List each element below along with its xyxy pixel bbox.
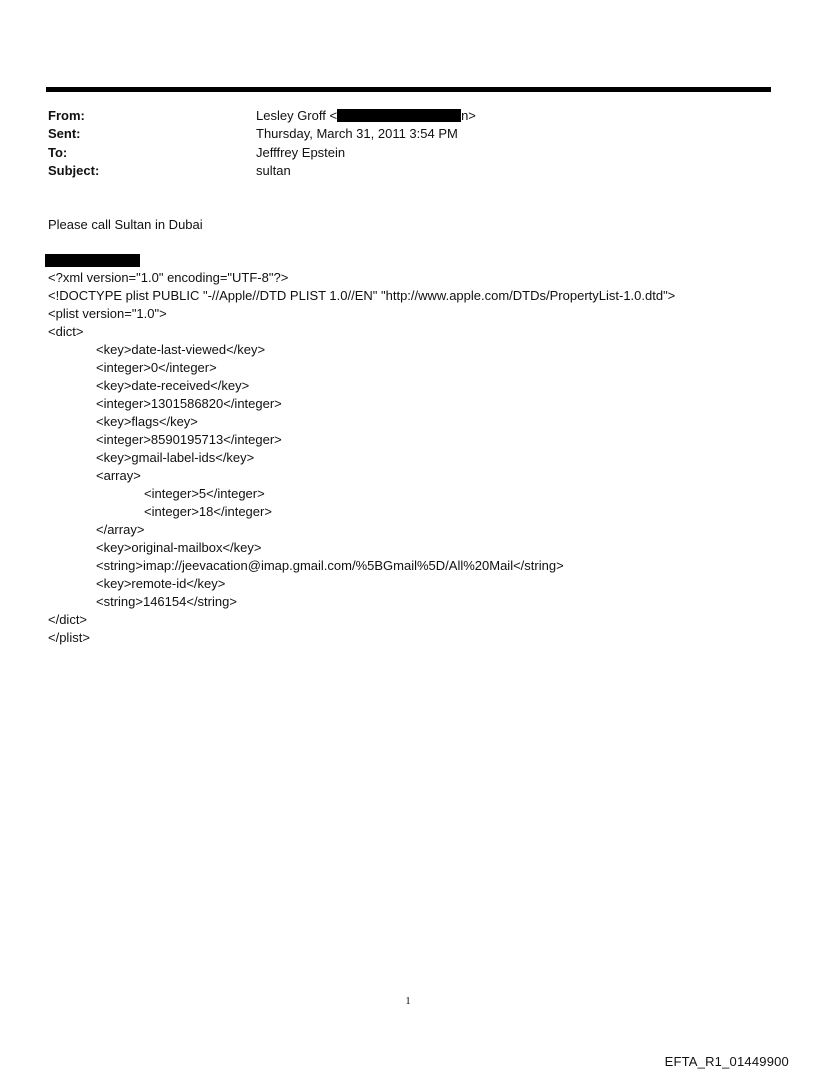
header-divider-rule <box>46 87 771 92</box>
plist-metadata-block <box>48 269 675 647</box>
from-value <box>256 107 476 125</box>
sent-label: Sent: <box>48 126 81 142</box>
plist-line: </dict> <box>48 612 88 627</box>
to-row <box>48 144 476 162</box>
sent-row <box>48 125 476 143</box>
plist-line: <integer>5</integer> <box>144 486 265 501</box>
plist-line: <dict> <box>48 324 84 339</box>
plist-line: <integer>18</integer> <box>144 504 272 519</box>
subject-row <box>48 162 476 180</box>
redaction-box <box>337 109 461 122</box>
plist-line: <key>date-received</key> <box>96 378 250 393</box>
plist-line: <integer>0</integer> <box>96 360 217 375</box>
to-value: Jefffrey Epstein <box>256 144 346 160</box>
to-label: To: <box>48 144 68 160</box>
plist-line: <key>flags</key> <box>96 414 198 429</box>
plist-line: <array> <box>96 468 141 483</box>
page-number: 1 <box>405 995 411 1007</box>
sent-value: Thursday, March 31, 2011 3:54 PM <box>256 126 458 142</box>
from-label: From: <box>48 108 85 123</box>
plist-line: </plist> <box>48 630 90 645</box>
plist-line: <integer>8590195713</integer> <box>96 432 282 447</box>
plist-line: <string>146154</string> <box>96 594 237 609</box>
plist-line: <plist version="1.0"> <box>48 306 167 321</box>
plist-line: <key>original-mailbox</key> <box>96 540 262 555</box>
plist-line: <key>remote-id</key> <box>96 576 226 591</box>
plist-line: <?xml version="1.0" encoding="UTF-8"?> <box>48 270 289 285</box>
from-row <box>48 107 476 125</box>
subject-label: Subject: <box>48 162 100 178</box>
plist-line: <key>date-last-viewed</key> <box>96 342 266 357</box>
subject-value: sultan <box>256 162 291 178</box>
plist-line: <!DOCTYPE plist PUBLIC "-//Apple//DTD PLIST 1.0//EN" "http://www.apple.com/DTDs/PropertyList-1.0.dtd"> <box>48 288 676 303</box>
from-email-tail: n> <box>461 108 476 123</box>
plist-line: </array> <box>96 522 145 537</box>
plist-line: <key>gmail-label-ids</key> <box>96 450 255 465</box>
plist-line: <string>imap://jeevacation@imap.gmail.com/%5BGmail%5D/All%20Mail</string> <box>96 558 564 573</box>
plist-line: <integer>1301586820</integer> <box>96 396 282 411</box>
from-name: Lesley Groff < <box>256 108 338 123</box>
redaction-box <box>45 254 140 267</box>
email-header <box>48 107 476 180</box>
message-body: Please call Sultan in Dubai <box>48 217 203 232</box>
bates-stamp: EFTA_R1_01449900 <box>664 1054 789 1069</box>
